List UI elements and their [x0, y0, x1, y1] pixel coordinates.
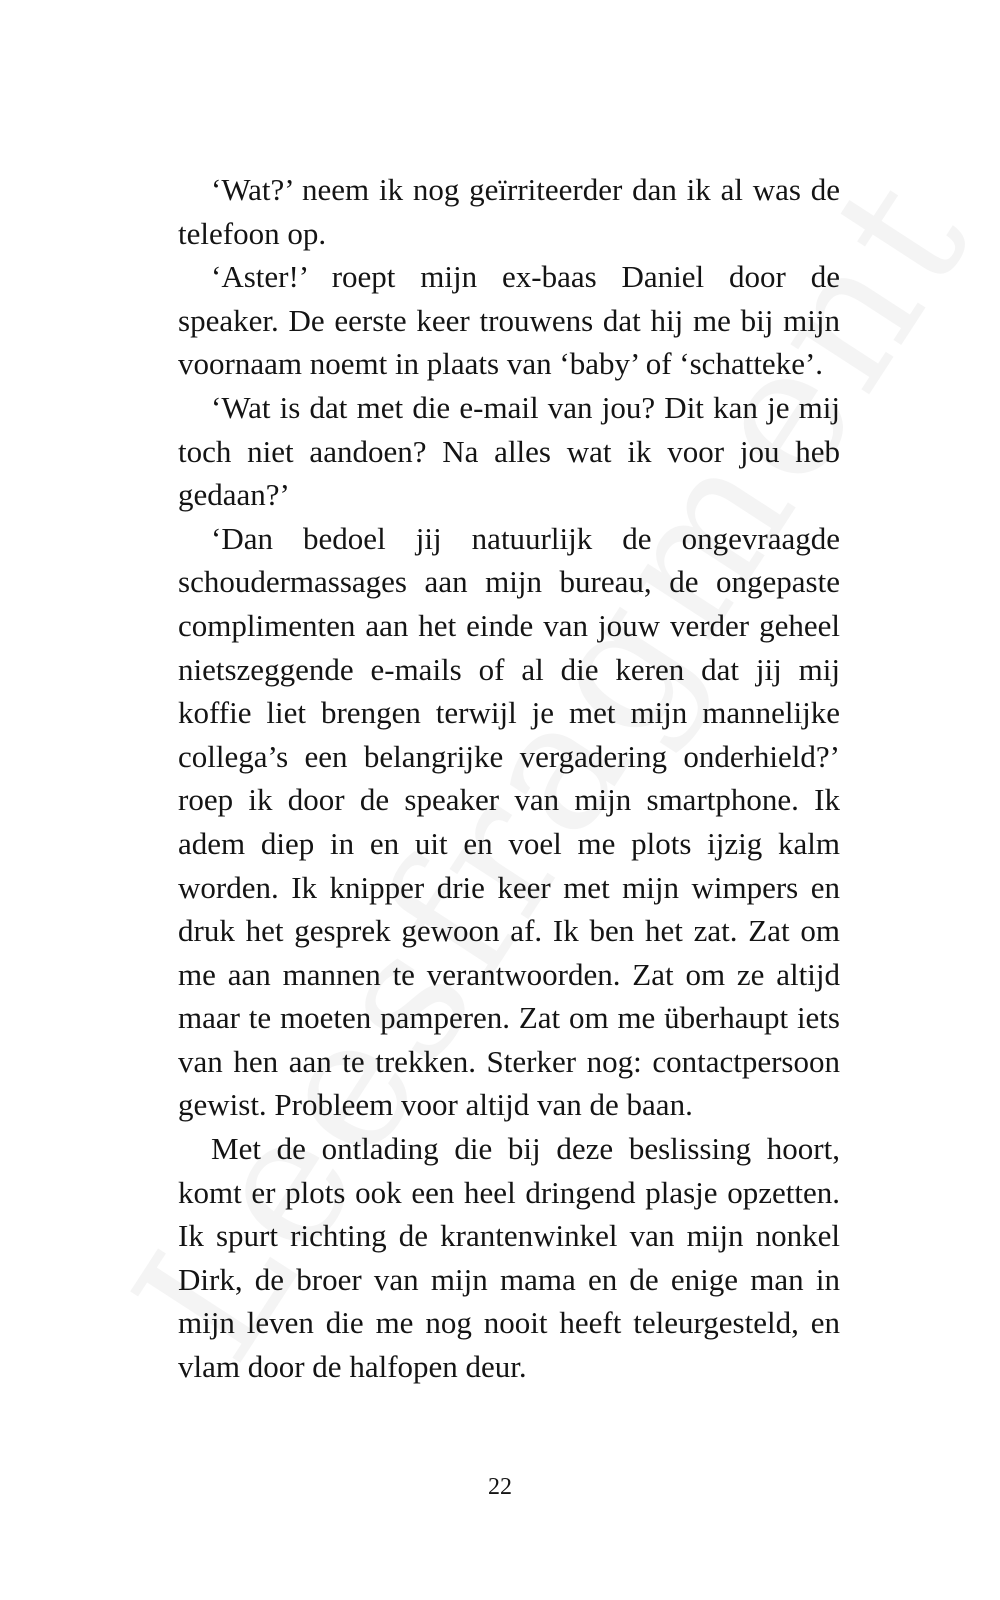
- paragraph-4: ‘Dan bedoel jij natuurlijk de ongevraagde schoudermassages aan mijn bureau, de ongepaste complimenten aan het einde van jouw verder geheel nietszeggende e-mails of al die keren dat jij mij koffie liet brengen terwijl je met mijn mannelijke collega’s een belangrijke vergadering onderhield?’ roep ik door de speaker van mijn smartphone. Ik adem diep in en uit en voel me plots ijzig kalm worden. Ik knipper drie keer met mijn wimpers en druk het gesprek gewoon af. Ik ben het zat. Zat om me aan mannen te verantwoorden. Zat om ze altijd maar te moeten pamperen. Zat om me überhaupt iets van hen aan te trekken. Sterker nog: contactpersoon gewist. Probleem voor altijd van de baan.: [178, 520, 840, 1123]
- paragraph-5: Met de ontlading die bij deze beslissing hoort, komt er plots ook een heel dringend plasje opzetten. Ik spurt richting de krantenwinkel van mijn nonkel Dirk, de broer van mijn mama en de enige man in mijn leven die me nog nooit heeft teleurgesteld, en vlam door de halfopen deur.: [178, 1131, 840, 1385]
- paragraph-3: ‘Wat is dat met die e-mail van jou? Dit kan je mij toch niet aandoen? Na alles wat ik voor jou heb gedaan?’: [178, 389, 840, 513]
- body-text: [178, 168, 840, 1389]
- paragraph-2: ‘Aster!’ roept mijn ex-baas Daniel door de speaker. De eerste keer trouwens dat hij me bij mijn voornaam noemt in plaats van ‘baby’ of ‘schatteke’.: [178, 259, 840, 382]
- page-number: 22: [488, 1474, 512, 1500]
- paragraph-1: ‘Wat?’ neem ik nog geïrriteerder dan ik al was de telefoon op.: [178, 172, 840, 251]
